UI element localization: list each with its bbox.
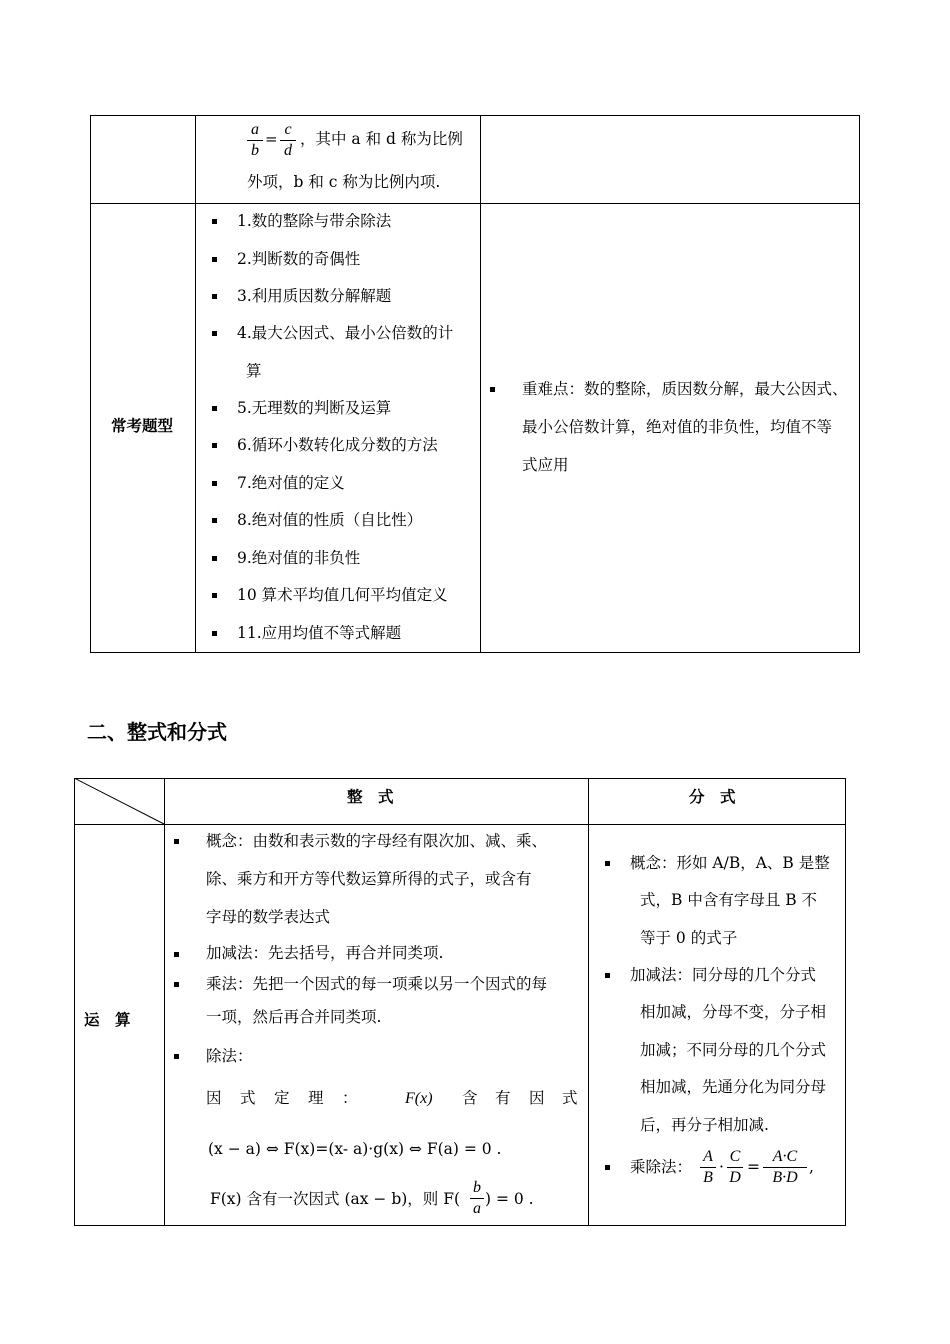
multiply-dot: ·	[719, 1158, 724, 1176]
denominator: D	[729, 1169, 741, 1186]
list-item: 1.数的整除与带余除法	[237, 212, 392, 230]
key-points-line-1: 重难点：数的整除，质因数分解，最大公因式、	[522, 380, 848, 398]
ratio-equals: =	[265, 130, 278, 148]
denominator: B·D	[772, 1169, 798, 1186]
row-header-operations: 运 算	[84, 1012, 131, 1029]
bullet-icon	[212, 443, 217, 448]
list-item: 4.最大公因式、最小公倍数的计	[237, 324, 454, 342]
fenshi-concept-line-1: 概念：形如 A/B，A、B 是整	[630, 854, 830, 872]
theorem-word: 式	[240, 1089, 256, 1107]
bullet-icon	[605, 861, 610, 866]
contains-word: 有	[495, 1089, 511, 1107]
linear-factor-formula-post: ) = 0 .	[485, 1190, 534, 1208]
theorem-word: ：	[342, 1089, 358, 1107]
bullet-icon	[212, 294, 217, 299]
bullet-icon	[212, 257, 217, 262]
contains-word: 含	[462, 1089, 478, 1107]
bullet-icon	[212, 518, 217, 523]
list-item-continuation: 算	[246, 362, 262, 380]
fenshi-addsub-line-2: 相加减，分母不变，分子相	[640, 1003, 827, 1021]
numerator: A·C	[772, 1148, 798, 1165]
list-item: 2.判断数的奇偶性	[237, 250, 361, 268]
bullet-icon	[212, 406, 217, 411]
key-points-line-3: 式应用	[522, 456, 569, 474]
fenshi-concept-line-2: 式，B 中含有字母且 B 不	[640, 891, 818, 909]
list-item: 11.应用均值不等式解题	[237, 624, 402, 642]
list-item: 7.绝对值的定义	[237, 474, 345, 492]
bullet-icon	[490, 387, 495, 392]
bullet-icon	[174, 1054, 179, 1059]
numerator: b	[473, 1179, 481, 1196]
fraction-ac-over-bd	[763, 1149, 807, 1186]
list-item: 6.循环小数转化成分数的方法	[237, 436, 438, 454]
fraction-c-over-d	[727, 1149, 743, 1186]
bullet-icon	[605, 973, 610, 978]
fraction-a-over-b	[700, 1149, 716, 1186]
denominator: b	[251, 142, 259, 159]
bullet-icon	[174, 952, 179, 957]
b-over-a-fraction	[470, 1180, 484, 1217]
numerator: c	[284, 121, 292, 138]
contains-word: 因	[529, 1089, 545, 1107]
denominator: B	[703, 1169, 713, 1186]
bullet-icon	[212, 481, 217, 486]
trailing-comma: ,	[809, 1158, 814, 1176]
bullet-icon	[212, 219, 217, 224]
zhengshi-concept-line-1: 概念：由数和表示数的字母经有限次加、减、乘、	[206, 832, 548, 850]
zhengshi-mult-line-2: 一项，然后再合并同类项.	[206, 1008, 382, 1026]
numerator: A	[703, 1148, 713, 1165]
zhengshi-addsub: 加减法：先去括号，再合并同类项.	[206, 944, 444, 962]
zhengshi-mult-line-1: 乘法：先把一个因式的每一项乘以另一个因式的每	[206, 975, 548, 993]
theorem-word: 理	[308, 1089, 324, 1107]
list-item: 3.利用质因数分解解题	[237, 287, 392, 305]
bullet-icon	[174, 839, 179, 844]
zhengshi-div-label: 除法：	[206, 1047, 253, 1065]
numerator: C	[729, 1148, 741, 1165]
ratio-text-line-2: 外项，b 和 c 称为比例内项.	[247, 173, 441, 191]
bullet-icon	[212, 631, 217, 636]
fenshi-concept-line-3: 等于 0 的式子	[640, 929, 738, 947]
list-item: 9.绝对值的非负性	[237, 549, 361, 567]
list-item: 10 算术平均值几何平均值定义	[237, 586, 448, 604]
ratio-fraction-c-d	[280, 122, 296, 159]
numerator: a	[251, 121, 259, 138]
factor-theorem-formula: (x − a) ⇔ F(x)=(x- a)·g(x) ⇔ F(a) = 0 .	[208, 1140, 502, 1158]
fenshi-addsub-line-4: 相加减，先通分化为同分母	[640, 1078, 827, 1096]
diagonal-header-cell	[74, 778, 165, 825]
denominator: a	[473, 1200, 481, 1217]
fenshi-muldiv-label: 乘除法：	[630, 1158, 693, 1176]
theorem-word: 定	[274, 1089, 290, 1107]
row-header-common-types: 常考题型	[111, 418, 174, 435]
zhengshi-concept-line-3: 字母的数学表达式	[206, 908, 331, 926]
key-points-line-2: 最小公倍数计算，绝对值的非负性，均值不等	[522, 418, 833, 436]
bullet-icon	[212, 556, 217, 561]
list-item: 5.无理数的判断及运算	[237, 399, 392, 417]
equals-sign: =	[747, 1158, 760, 1176]
zhengshi-concept-line-2: 除、乘方和开方等代数运算所得的式子，或含有	[206, 870, 532, 888]
bullet-icon	[212, 593, 217, 598]
column-header-fenshi: 分 式	[689, 789, 736, 806]
column-header-zhengshi: 整 式	[347, 789, 394, 806]
linear-factor-formula-pre: F(x) 含有一次因式 (ax − b)，则 F(	[210, 1190, 461, 1208]
contains-word: 式	[562, 1089, 578, 1107]
theorem-word: 因	[206, 1089, 222, 1107]
fenshi-addsub-line-1: 加减法：同分母的几个分式	[630, 966, 817, 984]
list-item: 8.绝对值的性质（自比性）	[237, 511, 423, 529]
ratio-fraction-a-b	[247, 122, 263, 159]
fenshi-addsub-line-3: 加减；不同分母的几个分式	[640, 1041, 827, 1059]
fx-symbol: F(x)	[405, 1090, 433, 1107]
ratio-text-line-1: ，其中 a 和 d 称为比例	[300, 130, 463, 148]
bullet-icon	[605, 1165, 610, 1170]
bullet-icon	[174, 982, 179, 987]
bullet-icon	[212, 331, 217, 336]
section-title: 二、整式和分式	[87, 722, 227, 744]
denominator: d	[284, 142, 292, 159]
fenshi-addsub-line-5: 后，再分子相加减.	[640, 1116, 769, 1134]
